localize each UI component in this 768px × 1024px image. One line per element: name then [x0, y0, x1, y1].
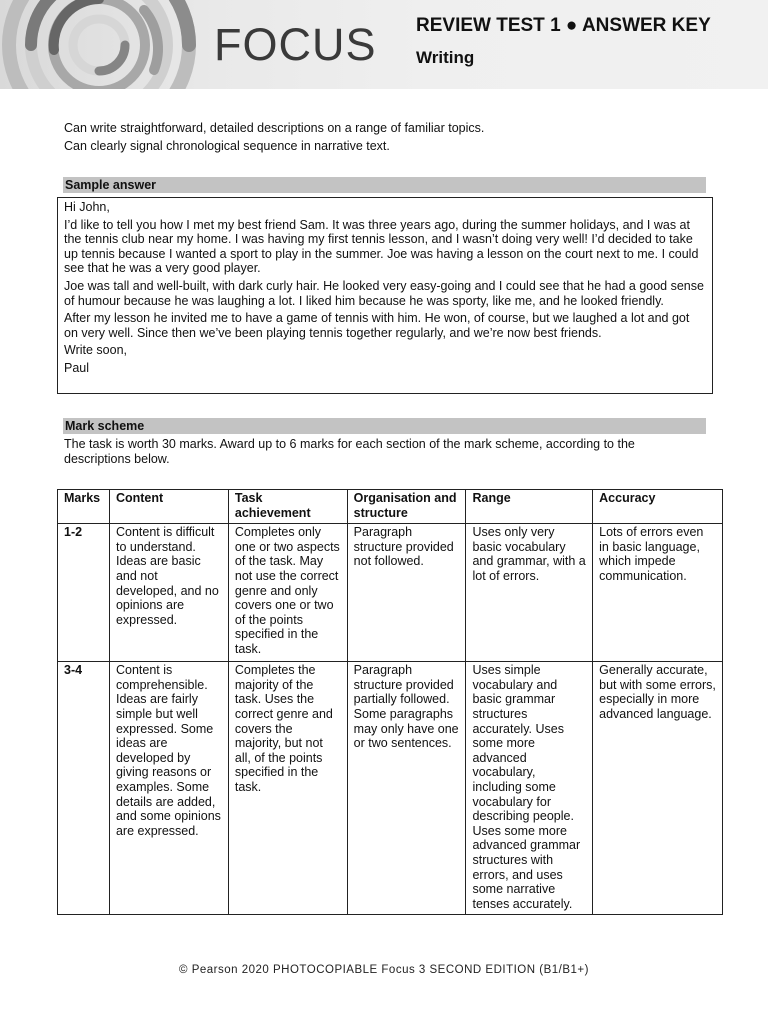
- sample-answer-heading: Sample answer: [63, 177, 706, 193]
- column-header: Accuracy: [593, 490, 723, 524]
- page-title: REVIEW TEST 1 ● ANSWER KEY: [416, 15, 711, 36]
- content-cell: Content is comprehensible. Ideas are fairly simple but well expressed. Some ideas are developed by giving reasons or examples. Some details are added, and some opinions are expressed.: [109, 662, 228, 915]
- marks-cell: 3-4: [58, 662, 110, 915]
- descriptor-line: Can clearly signal chronological sequence in narrative text.: [64, 139, 390, 153]
- sample-paragraph: I’d like to tell you how I met my best friend Sam. It was three years ago, during the summer holidays, and I was at the tennis club near my home. I was having my first tennis lesson, and I wasn’t doing very well! I’d decided to take up tennis because I wanted a sport to play in the summer. Joe was having a lesson on the court next to me. I could see that he was a very good player.: [64, 217, 699, 276]
- sample-answer-box: [57, 197, 713, 394]
- accuracy-cell: Lots of errors even in basic language, which impede communication.: [593, 524, 723, 662]
- column-header: Range: [466, 490, 593, 524]
- column-header: Organisation and structure: [347, 490, 466, 524]
- mark-scheme-heading: Mark scheme: [63, 418, 706, 434]
- marks-cell: 1-2: [58, 524, 110, 662]
- brand-logo: FOCUS: [214, 19, 377, 70]
- task-achievement-cell: Completes the majority of the task. Uses the correct genre and covers the majority, but not all, of the points specified in the task.: [228, 662, 347, 915]
- accuracy-cell: Generally accurate, but with some errors, especially in more advanced language.: [593, 662, 723, 915]
- table-row: [58, 662, 723, 915]
- focus-swirl-logo: [0, 0, 214, 89]
- page-subtitle: Writing: [416, 48, 475, 67]
- table-row: [58, 524, 723, 662]
- column-header: Content: [109, 490, 228, 524]
- range-cell: Uses simple vocabulary and basic grammar structures accurately. Uses some more advanced vocabulary, including some vocabulary for describing people. Uses some more advanced grammar structures with errors, and uses some narrative tenses accurately.: [466, 662, 593, 915]
- sample-paragraph: Write soon,: [64, 343, 127, 358]
- mark-scheme-table: [57, 489, 723, 915]
- descriptor-line: Can write straightforward, detailed descriptions on a range of familiar topics.: [64, 121, 485, 135]
- column-header: Task achievement: [228, 490, 347, 524]
- page-footer: © Pearson 2020 PHOTOCOPIABLE Focus 3 SECOND EDITION (B1/B1+): [179, 964, 589, 976]
- task-achievement-cell: Completes only one or two aspects of the task. May not use the correct genre and only covers one or two of the points specified in the task.: [228, 524, 347, 662]
- organisation-cell: Paragraph structure provided partially followed. Some paragraphs may only have one or two sentences.: [347, 662, 466, 915]
- table-header-row: [58, 490, 723, 524]
- content-cell: Content is difficult to understand. Ideas are basic and not developed, and no opinions are expressed.: [109, 524, 228, 662]
- sample-paragraph: Joe was tall and well-built, with dark curly hair. He looked very easy-going and I could see that he had a good sense of humour because he was laughing a lot. I liked him because he was sporty, like me, and he looked friendly.: [64, 278, 704, 308]
- sample-paragraph: Paul: [64, 360, 90, 375]
- column-header: Marks: [58, 490, 110, 524]
- mark-scheme-intro: The task is worth 30 marks. Award up to 6 marks for each section of the mark scheme, according to the descriptions below.: [64, 437, 635, 466]
- sample-paragraph: After my lesson he invited me to have a game of tennis with him. He won, of course, but we laughed a lot and got on very well. Since then we’ve been playing tennis together regularly, and we’re now best friends.: [64, 311, 690, 340]
- organisation-cell: Paragraph structure provided not followed.: [347, 524, 466, 662]
- sample-paragraph: Hi John,: [64, 200, 110, 214]
- range-cell: Uses only very basic vocabulary and grammar, with a lot of errors.: [466, 524, 593, 662]
- header-banner: [0, 0, 768, 89]
